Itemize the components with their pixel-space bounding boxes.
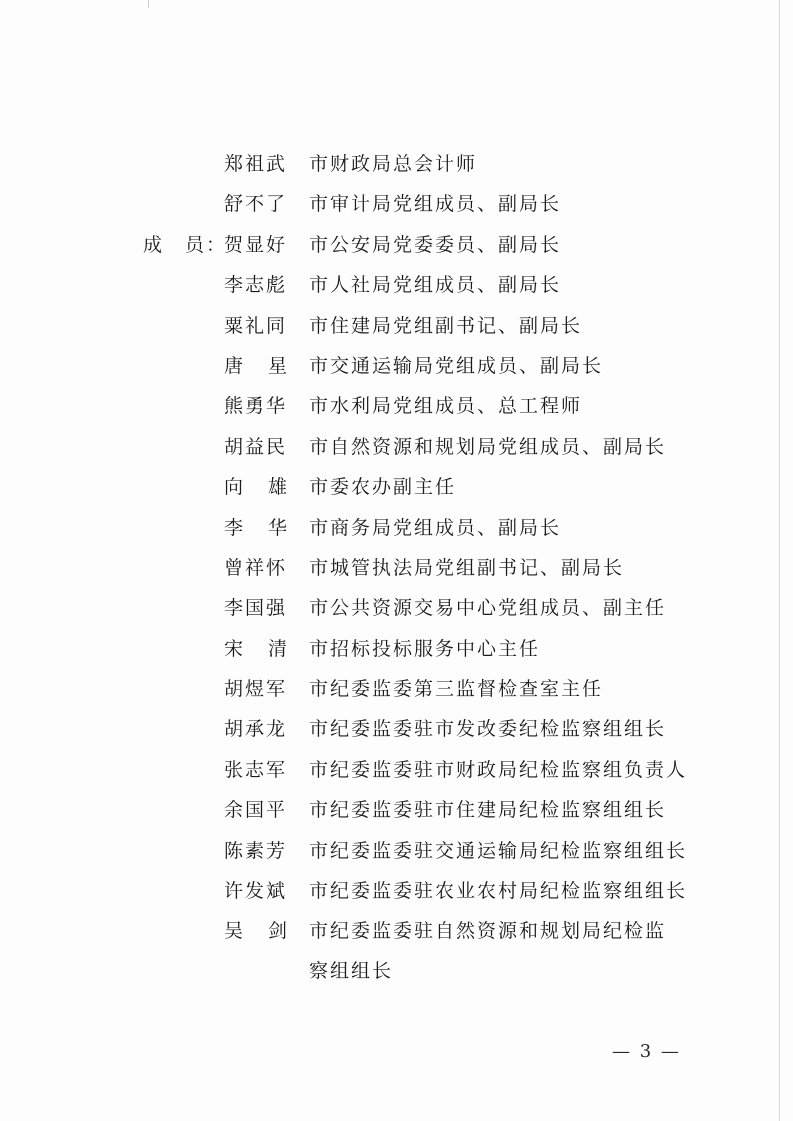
member-title: 市自然资源和规划局党组成员、副局长 (309, 435, 667, 458)
member-title: 市纪委监委驻市财政局纪检监察组负责人 (309, 758, 688, 781)
member-name: 李国强 (224, 597, 288, 620)
member-title: 市审计局党组成员、副局长 (309, 193, 562, 216)
member-title: 市纪委监委驻农业农村局纪检监察组组长 (309, 880, 688, 903)
roster-row (0, 265, 793, 305)
member-title: 市水利局党组成员、总工程师 (309, 395, 583, 418)
member-name: 胡承龙 (224, 718, 288, 741)
roster-row (0, 467, 793, 507)
member-name: 粟礼同 (224, 314, 288, 337)
member-title: 市招标投标服务中心主任 (309, 637, 541, 660)
member-title: 市纪委监委驻市住建局纪检监察组组长 (309, 799, 667, 822)
roster-row (0, 144, 793, 184)
roster-row (0, 184, 793, 224)
member-name: 吴剑 (224, 920, 313, 943)
scan-mark (148, 0, 149, 8)
roster-row (0, 588, 793, 628)
member-name: 李志彪 (224, 274, 288, 297)
roster-row (0, 709, 793, 749)
member-name: 陈素芳 (224, 839, 288, 862)
member-title: 市委农办副主任 (309, 476, 457, 499)
member-name: 余国平 (224, 799, 288, 822)
member-name: 曾祥怀 (224, 556, 288, 579)
member-title: 市商务局党组成员、副局长 (309, 516, 562, 539)
roster-row (0, 790, 793, 830)
roster-row (0, 871, 793, 911)
member-name: 胡煜军 (224, 678, 288, 701)
member-name: 张志军 (224, 758, 288, 781)
roster-row (0, 548, 793, 588)
page-number: — 3 — (612, 1041, 681, 1062)
member-roster (0, 144, 793, 991)
roster-row (0, 669, 793, 709)
member-title: 市城管执法局党组副书记、副局长 (309, 556, 625, 579)
member-name: 向雄 (224, 476, 313, 499)
roster-row (0, 427, 793, 467)
member-name: 李华 (224, 516, 313, 539)
member-role-label: 成 员： (143, 233, 228, 256)
roster-row (0, 346, 793, 386)
member-name: 唐星 (224, 354, 313, 377)
roster-row (0, 629, 793, 669)
roster-row (0, 306, 793, 346)
member-name: 许发斌 (224, 880, 288, 903)
member-name: 胡益民 (224, 435, 288, 458)
roster-row (0, 386, 793, 426)
member-name: 郑祖武 (224, 153, 288, 175)
roster-row (0, 508, 793, 548)
member-name: 贺显好 (224, 233, 288, 256)
member-name: 舒不了 (224, 193, 288, 216)
member-title: 市财政局总会计师 (309, 153, 478, 175)
roster-row (0, 750, 793, 790)
member-title: 市公共资源交易中心党组成员、副主任 (309, 597, 667, 620)
roster-row (0, 831, 793, 871)
member-title: 市住建局党组副书记、副局长 (309, 314, 583, 337)
member-title: 市纪委监委驻市发改委纪检监察组组长 (309, 718, 667, 741)
member-title: 市纪委监委驻交通运输局纪检监察组组长 (309, 839, 688, 862)
member-name: 宋清 (224, 637, 313, 660)
member-title: 市交通运输局党组成员、副局长 (309, 354, 604, 377)
roster-row (0, 225, 793, 265)
member-name: 熊勇华 (224, 395, 288, 418)
member-title: 市纪委监委第三监督检查室主任 (309, 678, 604, 701)
member-title: 市纪委监委驻自然资源和规划局纪检监察组组长 (309, 920, 667, 983)
roster-row (0, 911, 793, 991)
member-title: 市公安局党委委员、副局长 (309, 233, 562, 256)
member-title: 市人社局党组成员、副局长 (309, 274, 562, 297)
